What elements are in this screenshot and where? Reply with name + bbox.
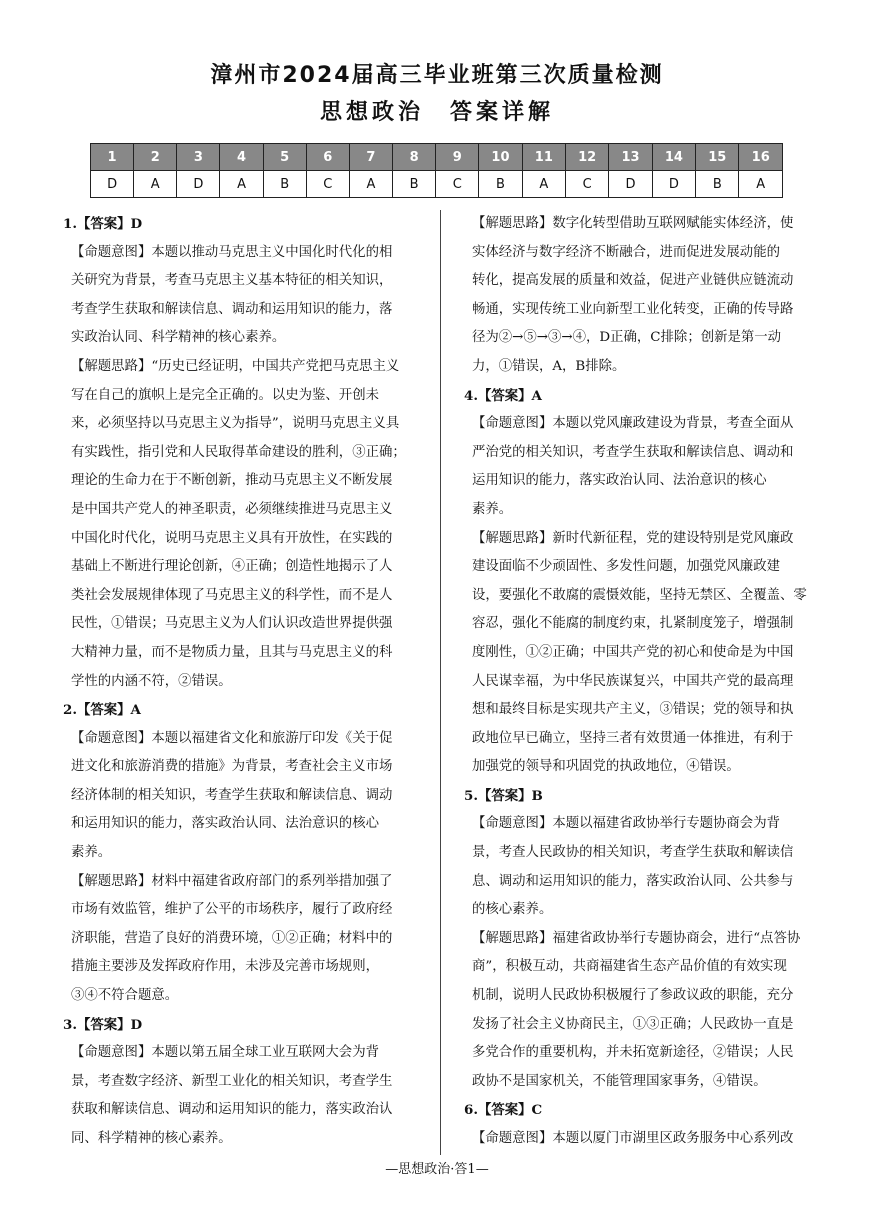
- explanation-line: 是中国共产党人的神圣职责，必须继续推进马克思主义: [71, 501, 393, 517]
- explanation-line: 转化，提高发展的质量和效益，促进产业链供应链流动: [472, 273, 794, 289]
- question-number-cell: 8: [393, 144, 436, 171]
- explanation-line: 【解题思路】数字化转型借助互联网赋能实体经济，使: [472, 216, 794, 231]
- explanation-line: 中国化时代化，说明马克思主义具有开放性，在实践的: [71, 530, 393, 546]
- explanation-line: 景，考查数字经济、新型工业化的相关知识，考查学生: [71, 1073, 393, 1089]
- explanation-line: 有实践性，指引党和人民取得革命建设的胜利，③正确；: [71, 444, 406, 460]
- explanation-line: 实体经济与数字经济不断融合，进而促进发展动能的: [472, 244, 780, 260]
- explanation-line: 同、科学精神的核心素养。: [71, 1131, 232, 1146]
- answer-cell: B: [393, 171, 436, 198]
- explanation-line: 市场有效监管，维护了公平的市场秩序，履行了政府经: [71, 902, 393, 918]
- left-column: [63, 210, 423, 1154]
- answer-cell: A: [134, 171, 177, 198]
- answer-heading: 5.【答案】B: [464, 787, 543, 804]
- answer-table-number-row: [91, 144, 783, 171]
- question-number-cell: 12: [566, 144, 609, 171]
- explanation-line: 获取和解读信息、调动和运用知识的能力，落实政治认: [71, 1102, 393, 1118]
- explanation-line: 实政治认同、科学精神的核心素养。: [71, 330, 286, 346]
- answer-cell: D: [177, 171, 220, 198]
- explanation-line: 考查学生获取和解读信息、调动和运用知识的能力，落: [71, 301, 393, 317]
- explanation-line: 【解题思路】新时代新征程，党的建设特别是党风廉政: [472, 530, 794, 546]
- explanation-line: 的核心素养。: [472, 902, 553, 918]
- document-subtitle: 思想政治 答案详解: [319, 100, 554, 125]
- explanation-line: 【命题意图】本题以厦门市湖里区政务服务中心系列改: [472, 1131, 794, 1146]
- answer-table-answer-row: [91, 171, 783, 198]
- answer-cell: C: [436, 171, 479, 198]
- question-number-cell: 5: [263, 144, 306, 171]
- explanation-line: 措施主要涉及发挥政府作用，未涉及完善市场规则，: [71, 959, 379, 975]
- answer-cell: D: [652, 171, 695, 198]
- answer-cell: D: [91, 171, 134, 198]
- explanation-line: 容忍，强化不能腐的制度约束，扎紧制度笼子，增强制: [472, 616, 794, 632]
- answer-heading: 6.【答案】C: [464, 1102, 543, 1119]
- explanation-line: 【解题思路】“历史已经证明，中国共产党把马克思主义: [71, 358, 400, 374]
- explanation-line: 【解题思路】福建省政协举行专题协商会，进行“点答协: [472, 930, 801, 946]
- answer-cell: B: [696, 171, 739, 198]
- right-column: [464, 210, 821, 1154]
- explanation-line: 民性，①错误；马克思主义为人们认识改造世界提供强: [71, 616, 393, 632]
- explanation-line: 基础上不断进行理论创新，④正确；创造性地揭示了人: [71, 559, 393, 575]
- answer-cell: B: [479, 171, 522, 198]
- explanation-line: 机制，说明人民政协积极履行了参政议政的职能，充分: [472, 988, 794, 1004]
- explanation-line: 【命题意图】本题以福建省政协举行专题协商会为背: [472, 816, 780, 832]
- explanation-line: 【命题意图】本题以推动马克思主义中国化时代化的相: [71, 244, 393, 260]
- question-number-cell: 1: [91, 144, 134, 171]
- explanation-line: ③④不符合题意。: [71, 988, 179, 1004]
- explanation-line: 类社会发展规律体现了马克思主义的科学性，而不是人: [71, 587, 393, 603]
- explanation-line: 发扬了社会主义协商民主，①③正确；人民政协一直是: [472, 1016, 794, 1032]
- question-number-cell: 3: [177, 144, 220, 171]
- explanation-line: 【解题思路】材料中福建省政府部门的系列举措加强了: [71, 873, 393, 889]
- answer-cell: C: [306, 171, 349, 198]
- explanation-line: 学性的内涵不符，②错误。: [71, 673, 232, 689]
- answer-cell: B: [263, 171, 306, 198]
- explanation-line: 多党合作的重要机构，并未拓宽新途径，②错误；人民: [472, 1045, 794, 1061]
- answer-cell: A: [220, 171, 263, 198]
- explanation-line: 人民谋幸福，为中华民族谋复兴，中国共产党的最高理: [472, 673, 794, 689]
- explanation-line: 严治党的相关知识，考查学生获取和解读信息、调动和: [472, 444, 794, 460]
- document-title: 漳州市2024届高三毕业班第三次质量检测: [210, 63, 664, 88]
- explanation-line: 大精神力量，而不是物质力量，且其与马克思主义的科: [71, 644, 393, 660]
- question-number-cell: 13: [609, 144, 652, 171]
- explanation-line: 关研究为背景，考查马克思主义基本特征的相关知识，: [71, 273, 393, 289]
- answer-heading: 2.【答案】A: [63, 702, 141, 719]
- question-number-cell: 6: [306, 144, 349, 171]
- question-number-cell: 14: [652, 144, 695, 171]
- explanation-line: 进文化和旅游消费的措施》为背景，考查社会主义市场: [71, 759, 393, 775]
- answer-table: [90, 143, 783, 198]
- answer-heading: 3.【答案】D: [63, 1016, 143, 1033]
- explanation-line: 径为②→⑤→③→④，D正确，C排除；创新是第一动: [472, 330, 782, 346]
- question-number-cell: 7: [349, 144, 392, 171]
- explanation-line: 济职能，营造了良好的消费环境，①②正确；材料中的: [71, 930, 393, 946]
- explanation-line: 写在自己的旗帜上是完全正确的。以史为鉴、开创未: [71, 387, 379, 403]
- answer-heading: 4.【答案】A: [464, 387, 542, 404]
- explanation-line: 【命题意图】本题以党风廉政建设为背景，考查全面从: [472, 416, 794, 432]
- question-number-cell: 16: [739, 144, 783, 171]
- explanation-line: 【命题意图】本题以福建省文化和旅游厅印发《关于促: [71, 730, 393, 746]
- answer-cell: C: [566, 171, 609, 198]
- question-number-cell: 9: [436, 144, 479, 171]
- explanation-line: 想和最终目标是实现共产主义，③错误；党的领导和执: [472, 702, 794, 718]
- question-number-cell: 15: [696, 144, 739, 171]
- explanation-line: 运用知识的能力，落实政治认同、法治意识的核心: [472, 473, 767, 489]
- question-number-cell: 2: [134, 144, 177, 171]
- explanation-line: 和运用知识的能力，落实政治认同、法治意识的核心: [71, 816, 379, 832]
- answer-cell: A: [739, 171, 783, 198]
- explanation-line: 度刚性，①②正确；中国共产党的初心和使命是为中国: [472, 644, 794, 660]
- explanation-line: 政地位早已确立，坚持三者有效贯通一体推进，有利于: [472, 730, 794, 746]
- answer-heading: 1.【答案】D: [63, 216, 143, 232]
- question-number-cell: 4: [220, 144, 263, 171]
- explanation-line: 加强党的领导和巩固党的执政地位，④错误。: [472, 759, 740, 775]
- answer-cell: A: [522, 171, 565, 198]
- answer-cell: D: [609, 171, 652, 198]
- explanation-line: 景，考查人民政协的相关知识，考查学生获取和解读信: [472, 845, 794, 861]
- explanation-line: 来，必须坚持以马克思主义为指导”，说明马克思主义具: [71, 416, 400, 432]
- explanation-line: 息、调动和运用知识的能力，落实政治认同、公共参与: [472, 873, 794, 889]
- explanation-line: 【命题意图】本题以第五届全球工业互联网大会为背: [71, 1045, 379, 1061]
- explanation-line: 畅通，实现传统工业向新型工业化转变，正确的传导路: [472, 301, 794, 317]
- explanation-line: 力，①错误，A，B排除。: [472, 358, 626, 374]
- explanation-line: 设，要强化不敢腐的震慑效能，坚持无禁区、全覆盖、零: [472, 587, 807, 603]
- explanation-line: 理论的生命力在于不断创新，推动马克思主义不断发展: [71, 473, 393, 489]
- explanation-line: 素养。: [472, 501, 513, 517]
- explanation-line: 经济体制的相关知识，考查学生获取和解读信息、调动: [71, 787, 393, 803]
- question-number-cell: 11: [522, 144, 565, 171]
- explanation-line: 政协不是国家机关，不能管理国家事务，④错误。: [472, 1073, 767, 1089]
- page-footer: —思想政治·答1—: [385, 1162, 489, 1177]
- answer-cell: A: [349, 171, 392, 198]
- explanation-line: 素养。: [71, 845, 112, 861]
- explanation-line: 建设面临不少顽固性、多发性问题，加强党风廉政建: [472, 559, 780, 575]
- question-number-cell: 10: [479, 144, 522, 171]
- explanation-line: 商”，积极互动，共商福建省生态产品价值的有效实现: [472, 959, 787, 975]
- column-divider: [440, 210, 441, 1155]
